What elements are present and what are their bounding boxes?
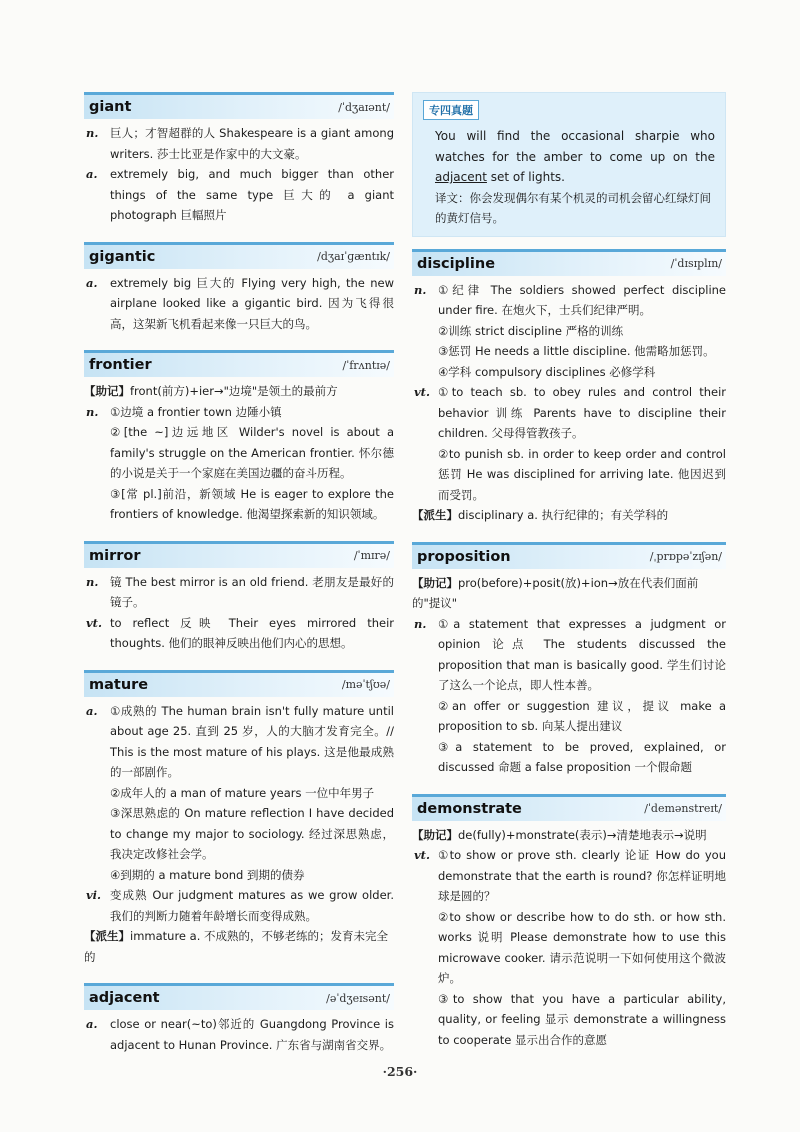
right-entries [412, 249, 726, 1051]
entry-note [412, 825, 726, 846]
pronunciation: /ˈmɪrə/ [353, 549, 390, 562]
sense-line [84, 803, 394, 865]
sense-text: 巨人；才智超群的人 Shakespeare is a giant among writers. 莎士比亚是作家中的大文豪。 [110, 126, 394, 161]
entry-note [412, 573, 726, 614]
sense-text: ①to teach sb. to obey rules and control their behavior 训练 Parents have to discipline their children. 父母得管教孩子。 [438, 385, 726, 440]
headword: mature [89, 676, 149, 693]
sense-text: ③深思熟虑的 On mature reflection I have decided to change my major to sociology. 经过深思熟虑，我决定改修社会学。 [110, 806, 394, 861]
sense-line [412, 989, 726, 1051]
sense-text: ①边境 a frontier town 边陲小镇 [110, 404, 282, 419]
sense-text: ②训练 strict discipline 严格的训练 [438, 323, 624, 338]
part-of-speech: vi. [86, 888, 102, 902]
note-tag: 【助记】 [412, 827, 458, 842]
entry-note [412, 505, 726, 526]
part-of-speech: vt. [414, 385, 430, 399]
sense-text: ①a statement that expresses a judgment or opinion 论点 The students discussed the proposition that man is basically good. 学生们讨论了这么一个论点，即人性本善。 [438, 616, 726, 692]
entry-header [84, 670, 394, 697]
sense-text: ①to show or prove sth. clearly 论证 How do you demonstrate that the earth is round? 你怎样证明地球是圆的？ [438, 848, 726, 903]
sense-line [412, 382, 726, 444]
dictionary-entry [412, 794, 726, 1051]
dictionary-entry [84, 983, 394, 1055]
sense-line [412, 845, 726, 907]
entry-header [412, 542, 726, 569]
entry-header [84, 242, 394, 269]
note-tag: 【派生】 [84, 929, 130, 943]
pronunciation: /ˈfrʌntɪə/ [342, 358, 390, 372]
part-of-speech: a. [86, 167, 98, 181]
sense-text: ④到期的 a mature bond 到期的债券 [110, 867, 305, 882]
dictionary-entry [84, 92, 394, 226]
part-of-speech: n. [86, 404, 99, 419]
sense-line [412, 907, 726, 989]
note-tag: 【派生】 [412, 508, 458, 522]
sense-text: ③惩罚 He needs a little discipline. 他需略加惩罚。 [438, 344, 715, 358]
sense-line [412, 444, 726, 506]
pronunciation: /ˌprɒpəˈzɪʃən/ [649, 550, 722, 563]
dictionary-entry [412, 542, 726, 778]
sense-text: ①成熟的 The human brain isn't fully mature until about age 25. 直到 25 岁，人的大脑才发育完全。// This is the most mature of his plays. 这是他最成熟的一部剧作。 [110, 703, 394, 779]
sense-line [412, 696, 726, 737]
exam-text-after: set of lights. [486, 170, 565, 184]
entry-header [412, 249, 726, 276]
right-column [412, 92, 726, 1066]
note-text: front(前方)+ier→"边境"是领土的最前方 [130, 384, 338, 398]
part-of-speech: n. [414, 616, 427, 631]
exam-translation: 译文：你会发现偶尔有某个机灵的司机会留心红绿灯间的黄灯信号。 [435, 190, 711, 225]
sense-text: ②[the ~]边远地区 Wilder's novel is about a family's struggle on the American frontier. 怀尔德的小说是关于一个家庭在美国边疆的奋斗历程。 [110, 425, 394, 480]
sense-line [84, 273, 394, 335]
pronunciation: /məˈtʃʊə/ [341, 678, 390, 691]
exam-sentence [423, 126, 715, 188]
sense-text: ③to show that you have a particular ability, quality, or feeling 显示 demonstrate a willingness to cooperate 显示出合作的意愿 [438, 991, 726, 1047]
headword: adjacent [89, 990, 160, 1006]
headword: proposition [417, 548, 511, 565]
headword: gigantic [89, 248, 156, 265]
dictionary-entry [84, 670, 394, 968]
note-tag: 【助记】 [84, 384, 130, 398]
part-of-speech: n. [86, 574, 99, 589]
exam-label: 专四真题 [423, 100, 479, 120]
sense-text: ②成年人的 a man of mature years 一位中年男子 [110, 785, 375, 800]
sense-text: ③a statement to be proved, explained, or discussed 命题 a false proposition 一个假命题 [438, 739, 726, 774]
pronunciation: /ˈdʒaɪənt/ [338, 100, 390, 114]
sense-line [84, 865, 394, 886]
headword: mirror [89, 547, 141, 564]
sense-line [84, 701, 394, 783]
sense-line [412, 341, 726, 362]
entry-note [84, 381, 394, 402]
note-tag: 【助记】 [412, 575, 458, 590]
sense-line [412, 362, 726, 383]
note-text: de(fully)+monstrate(表示)→清楚地表示→说明 [458, 827, 707, 842]
entry-header [84, 983, 394, 1010]
entry-header [412, 794, 726, 821]
dictionary-entry [412, 249, 726, 526]
left-column [84, 92, 394, 1071]
headword: giant [89, 99, 132, 115]
sense-text: ②to show or describe how to do sth. or how sth. works 说明 Please demonstrate how to use this microwave cooker. 请示范说明一下如何使用这个微波炉。 [438, 909, 726, 985]
note-text: pro(before)+posit(放)+ion→放在代表们面前的"提议" [412, 575, 699, 610]
page-number: ·256· [382, 1064, 418, 1079]
sense-line [84, 613, 394, 654]
sense-line [84, 123, 394, 164]
sense-line [84, 402, 394, 423]
part-of-speech: n. [414, 282, 427, 297]
sense-line [84, 885, 394, 926]
sense-text: ③[常 pl.]前沿，新领域 He is eager to explore the frontiers of knowledge. 他渴望探索新的知识领域。 [110, 486, 394, 521]
note-text: immature a. 不成熟的，不够老练的；发育未完全的 [84, 929, 389, 964]
exam-underlined-word: adjacent [435, 170, 487, 184]
dictionary-entry [84, 541, 394, 654]
sense-line [84, 484, 394, 525]
sense-text: extremely big 巨大的 Flying very high, the new airplane looked like a gigantic bird. 因为飞得很高，这架新飞机看起来像一只巨大的鸟。 [110, 275, 394, 331]
sense-text: close or near(~to)邻近的 Guangdong Province is adjacent to Hunan Province. 广东省与湖南省交界。 [110, 1017, 394, 1052]
entry-note [84, 926, 394, 967]
pronunciation: /ˈdɪsɪplɪn/ [670, 257, 722, 270]
headword: discipline [417, 255, 496, 272]
part-of-speech: vt. [414, 848, 430, 862]
sense-line [84, 572, 394, 613]
part-of-speech: n. [86, 126, 99, 140]
sense-text: 变成熟 Our judgment matures as we grow older. 我们的判断力随着年龄增长而变得成熟。 [110, 888, 394, 923]
sense-text: ②an offer or suggestion 建议，提议 make a proposition to sb. 向某人提出建议 [438, 698, 726, 733]
part-of-speech: a. [86, 1017, 98, 1031]
sense-line [84, 1014, 394, 1055]
sense-text: ①纪律 The soldiers showed perfect discipline under fire. 在炮火下，士兵们纪律严明。 [438, 282, 726, 317]
note-text: disciplinary a. 执行纪律的；有关学科的 [458, 508, 669, 522]
sense-text: ④学科 compulsory disciplines 必修学科 [438, 364, 656, 379]
sense-text: to reflect 反映 Their eyes mirrored their thoughts. 他们的眼神反映出他们内心的思想。 [110, 615, 394, 650]
dictionary-entry [84, 242, 394, 335]
headword: demonstrate [417, 800, 522, 817]
pronunciation: /ˈdemənstreɪt/ [644, 802, 722, 815]
sense-text: extremely big, and much bigger than other things of the same type 巨大的 a giant photograph 巨幅照片 [110, 167, 394, 222]
sense-line [84, 422, 394, 484]
exam-box [412, 92, 726, 237]
sense-line [84, 164, 394, 226]
pronunciation: /dʒaɪˈɡæntɪk/ [317, 250, 390, 263]
entry-header [84, 541, 394, 568]
sense-line [412, 737, 726, 778]
sense-text: 镜 The best mirror is an old friend. 老朋友是最好的镜子。 [110, 574, 394, 609]
pronunciation: /əˈdʒeɪsənt/ [326, 991, 390, 1005]
sense-line [84, 783, 394, 804]
sense-line [412, 614, 726, 696]
entry-header [84, 92, 394, 119]
headword: frontier [89, 357, 152, 373]
dictionary-entry [84, 350, 394, 525]
exam-text-before: You will find the occasional sharpie who watches for the amber to come up on the [435, 129, 715, 164]
part-of-speech: a. [86, 275, 98, 290]
entry-header [84, 350, 394, 377]
part-of-speech: vt. [86, 615, 102, 630]
sense-line [412, 280, 726, 321]
sense-text: ②to punish sb. in order to keep order and control 惩罚 He was disciplined for arriving late. 他因迟到而受罚。 [438, 446, 726, 502]
sense-line [412, 321, 726, 342]
part-of-speech: a. [86, 703, 98, 718]
